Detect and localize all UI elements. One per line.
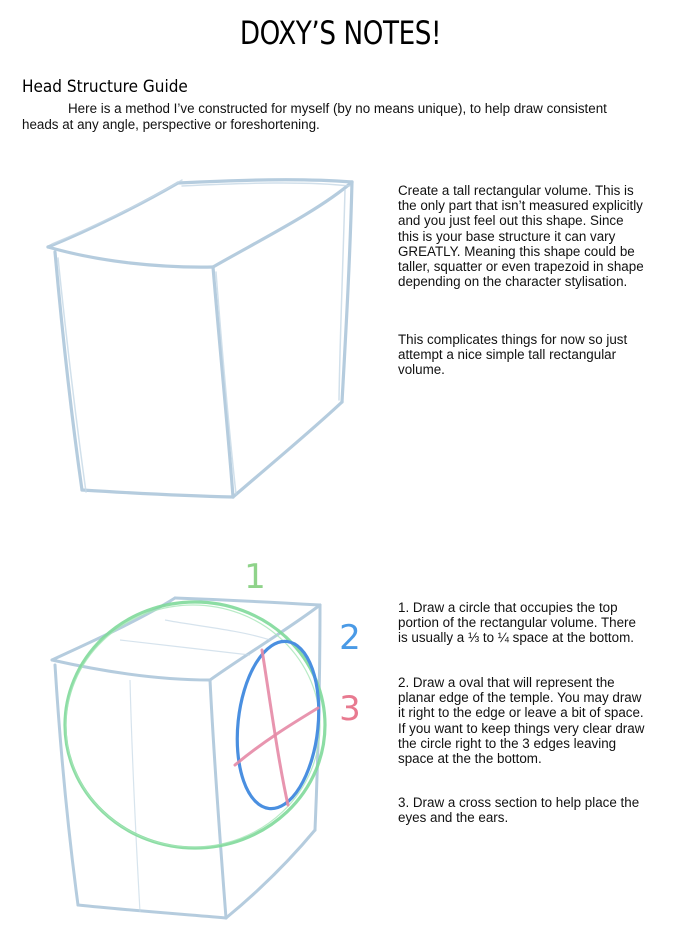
label-two: 2 bbox=[339, 618, 361, 658]
label-three: 3 bbox=[339, 689, 361, 729]
label-one: 1 bbox=[244, 557, 266, 597]
section-heading: Head Structure Guide bbox=[22, 77, 188, 97]
step-one-paragraph-2: This complicates things for now so just attempt a nice simple tall rectangular volume. bbox=[398, 332, 628, 378]
box2-bottom-edge bbox=[78, 905, 226, 918]
page-title: DOXY’S NOTES! bbox=[239, 14, 442, 52]
blue-oval bbox=[229, 637, 326, 812]
step-two-paragraph-2: 2. Draw a oval that will represent the planar edge of the temple. You may draw it right to the edge or leave a bit of space. If you want to keep things very clear draw the circle right to the 3 edges leaving space at the the bottom. bbox=[398, 675, 645, 767]
step-one-paragraph-1: Create a tall rectangular volume. This is the only part that isn’t measured explicitly and you just feel out this shape. Since this is your base structure it can vary GREATLY. Meaning this shape could be taller, squatter or even trapezoid in shape depending on the character stylisation. bbox=[398, 183, 644, 290]
step-two-paragraph-3: 3. Draw a cross section to help place the eyes and the ears. bbox=[398, 795, 640, 826]
box2-front-right-edge bbox=[210, 680, 226, 918]
step-two-paragraph-1: 1. Draw a circle that occupies the top portion of the rectangular volume. There is usually a ⅓ to ¼ space at the bottom. bbox=[398, 600, 636, 646]
intro-paragraph: Here is a method I’ve constructed for myself (by no means unique), to help draw consistent heads at any angle, perspective or foreshortening. bbox=[22, 101, 607, 132]
box2-side-bottom-edge bbox=[226, 830, 315, 918]
